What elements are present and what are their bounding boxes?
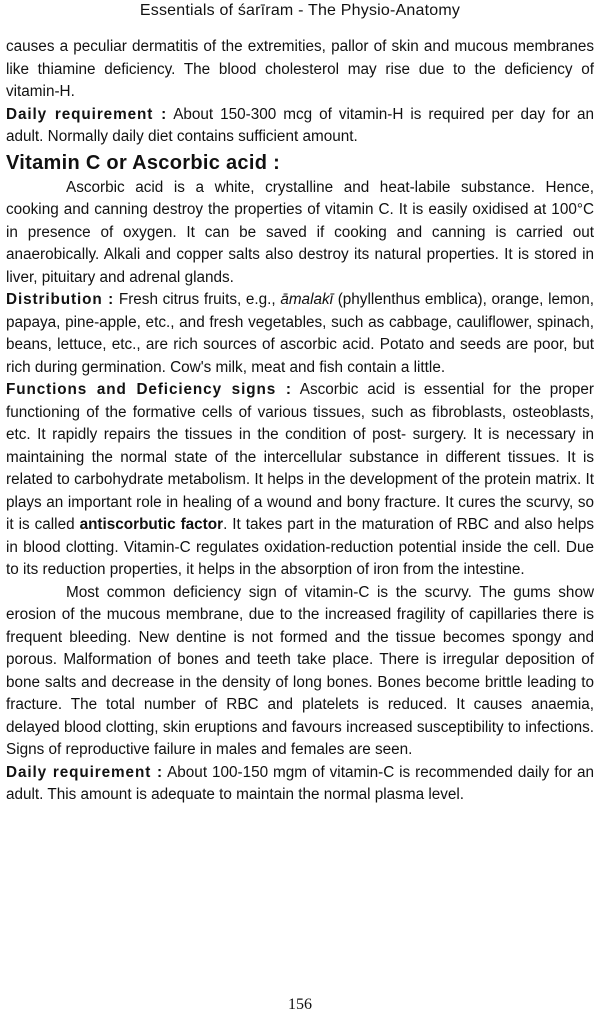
daily-requirement-h-heading: Daily requirement : bbox=[6, 105, 168, 123]
daily-requirement-c-paragraph bbox=[6, 762, 594, 807]
distribution-text-after: (phyllenthus emblica), orange, lemon, papaya, pine-apple, etc., and fresh vegetables, such as cabbage, cauliflower, spinach, beans, lettuce, etc., are rich sources of ascorbic acid. Potato and seeds are poor, but rich during germination. Cow's milk, meat and fish contain a little. bbox=[6, 291, 595, 376]
amalaki-term: āmalakī bbox=[280, 291, 334, 308]
page-number: 156 bbox=[288, 996, 312, 1013]
ascorbic-intro-paragraph: Ascorbic acid is a white, crystalline and heat-labile substance. Hence, cooking and canning destroy the properties of vitamin C. It is easily oxidised at 100°C in presence of oxygen. It can be saved if cooking and canning is carried out anaerobically. Alkali and copper salts also destroy its natural properties. It is stored in liver, pituitary and adrenal glands. bbox=[6, 178, 594, 286]
antiscorbutic-term: antiscorbutic factor bbox=[79, 516, 224, 533]
functions-text-before: Ascorbic acid is essential for the proper functioning of the formative cells of various tissues, such as fibroblasts, osteoblasts, etc. It rapidly repairs the tissues in the condition of post- surgery. It is necessary in maintaining the normal state of the intercellular substance in different tissues. It is related to carbohydrate metabolism. It helps in the development of the protein matrix. It plays an important role in healing of a wound and bony fracture. It cures the scurvy, so it is called bbox=[6, 381, 594, 533]
body-text bbox=[6, 36, 594, 807]
distribution-heading: Distribution : bbox=[6, 291, 115, 308]
distribution-text-before: Fresh citrus fruits, e.g., bbox=[114, 291, 281, 308]
daily-requirement-c-heading: Daily requirement : bbox=[6, 763, 164, 781]
running-head: Essentials of śarīram - The Physio-Anatomy bbox=[139, 2, 461, 19]
vitamin-h-paragraph: causes a peculiar dermatitis of the extremities, pallor of skin and mucous membranes like thiamine deficiency. The blood cholesterol may rise due to the deficiency of vitamin-H. bbox=[6, 38, 594, 100]
vitamin-c-section-title: Vitamin C or Ascorbic acid : bbox=[6, 151, 281, 174]
daily-requirement-h-paragraph bbox=[6, 104, 594, 149]
functions-paragraph bbox=[6, 379, 594, 582]
functions-text-after: . It takes part in the maturation of RBC and also helps in blood clotting. Vitamin-C regulates oxidation-reduction potential inside the cell. Due to its reduction properties, it helps in the absorption of iron from the intestine. bbox=[6, 516, 594, 578]
distribution-paragraph bbox=[6, 289, 594, 379]
functions-heading: Functions and Deficiency signs : bbox=[6, 381, 292, 398]
deficiency-paragraph: Most common deficiency sign of vitamin-C is the scurvy. The gums show erosion of the mucous membrane, due to the increased fragility of capillaries there is frequent bleeding. New dentine is not formed and the tissue becomes spongy and porous. Malformation of bones and teeth take place. There is irregular deposition of bone salts and decrease in the density of long bones. Bones become brittle leading to fracture. The total number of RBC and platelets is reduced. It causes anaemia, delayed blood clotting, skin eruptions and favours increased susceptibility to infections. Signs of reproductive failure in males and females are seen. bbox=[6, 583, 594, 758]
daily-requirement-h-text: About 150-300 mcg of vitamin-H is required per day for an adult. Normally daily diet contains sufficient amount. bbox=[6, 105, 594, 145]
daily-requirement-c-text: About 100-150 mgm of vitamin-C is recommended daily for an adult. This amount is adequate to maintain the normal plasma level. bbox=[6, 763, 594, 803]
